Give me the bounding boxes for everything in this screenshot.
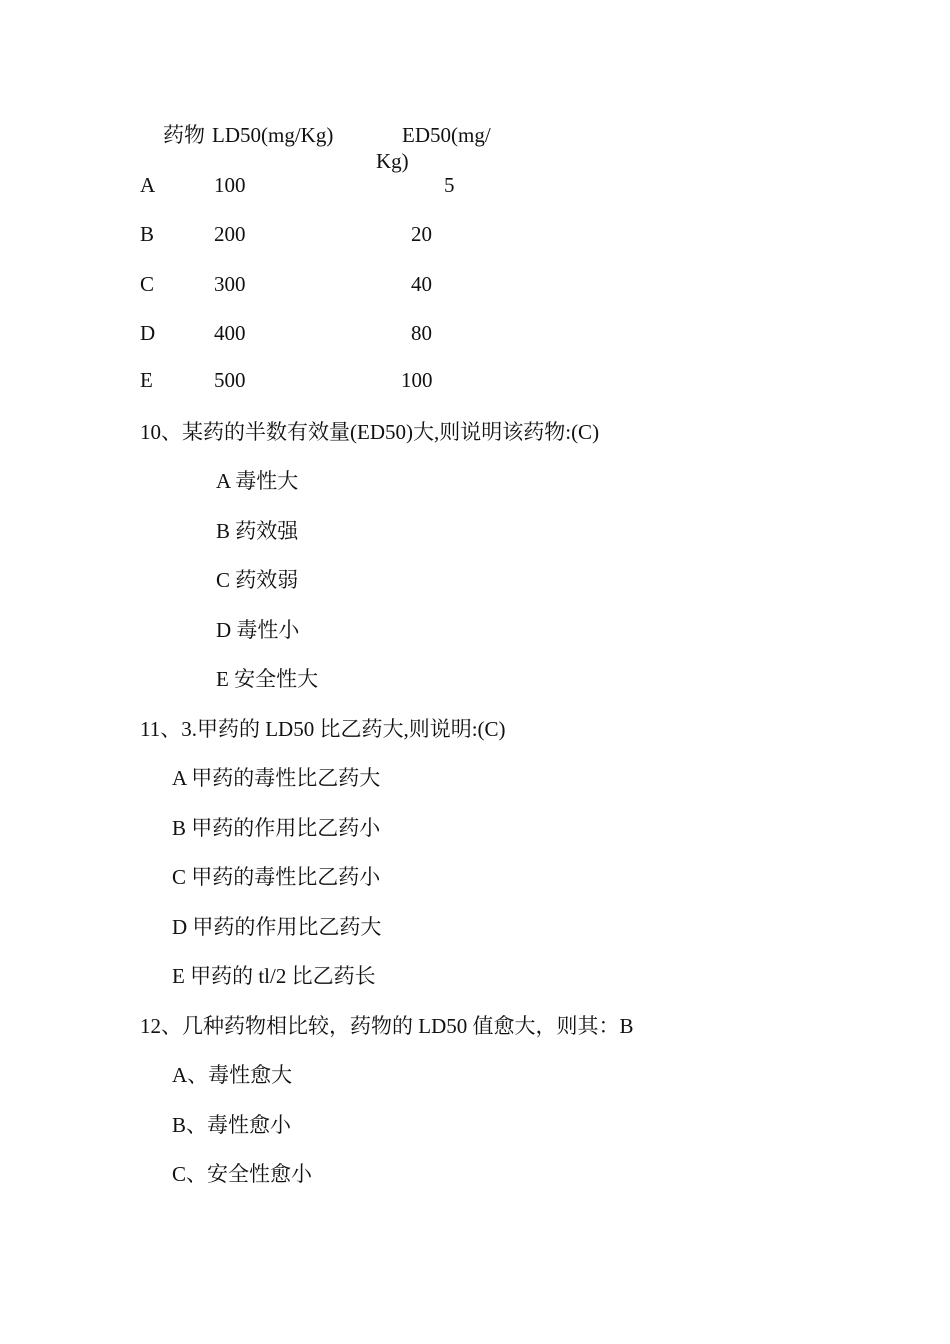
- q12-option-c: C、安全性愈小: [172, 1162, 313, 1186]
- q11-option-e: E 甲药的 tl/2 比乙药长: [172, 964, 376, 988]
- table-header-ed50-line2: Kg): [376, 149, 409, 173]
- table-row-b-ld50: 200: [214, 222, 246, 246]
- table-row-e-ed50: 100: [401, 368, 433, 392]
- q10-option-a: A 毒性大: [216, 469, 299, 493]
- table-row-e-drug: E: [140, 368, 153, 392]
- q10-option-c: C 药效弱: [216, 568, 299, 592]
- question-10: 10、某药的半数有效量(ED50)大,则说明该药物:(C): [140, 420, 600, 444]
- table-row-d-drug: D: [140, 321, 156, 345]
- q10-option-d: D 毒性小: [216, 618, 300, 642]
- table-row-e-ld50: 500: [214, 368, 246, 392]
- q11-option-a: A 甲药的毒性比乙药大: [172, 766, 381, 790]
- q11-option-d: D 甲药的作用比乙药大: [172, 915, 382, 939]
- table-row-d-ed50: 80: [411, 321, 432, 345]
- question-12: 12、几种药物相比较，药物的 LD50 值愈大，则其：B: [140, 1014, 634, 1038]
- table-header-drug: 药物: [163, 123, 205, 147]
- table-header-ed50-line1: ED50(mg/: [402, 123, 491, 147]
- q10-option-b: B 药效强: [216, 519, 299, 543]
- question-11: 11、3.甲药的 LD50 比乙药大,则说明:(C): [140, 717, 506, 741]
- table-row-c-drug: C: [140, 272, 155, 296]
- q11-option-b: B 甲药的作用比乙药小: [172, 816, 381, 840]
- table-row-d-ld50: 400: [214, 321, 246, 345]
- q10-option-e: E 安全性大: [216, 667, 319, 691]
- q11-option-c: C 甲药的毒性比乙药小: [172, 865, 381, 889]
- table-row-a-ed50: 5: [444, 173, 455, 197]
- table-row-b-ed50: 20: [411, 222, 432, 246]
- table-row-c-ed50: 40: [411, 272, 432, 296]
- q12-option-a: A、毒性愈大: [172, 1063, 293, 1087]
- table-row-a-ld50: 100: [214, 173, 246, 197]
- table-row-c-ld50: 300: [214, 272, 246, 296]
- table-row-a-drug: A: [140, 173, 156, 197]
- q12-option-b: B、毒性愈小: [172, 1113, 292, 1137]
- table-header-ed50: [376, 122, 526, 173]
- table-row-b-drug: B: [140, 222, 155, 246]
- table-header-ld50: LD50(mg/Kg): [212, 123, 334, 147]
